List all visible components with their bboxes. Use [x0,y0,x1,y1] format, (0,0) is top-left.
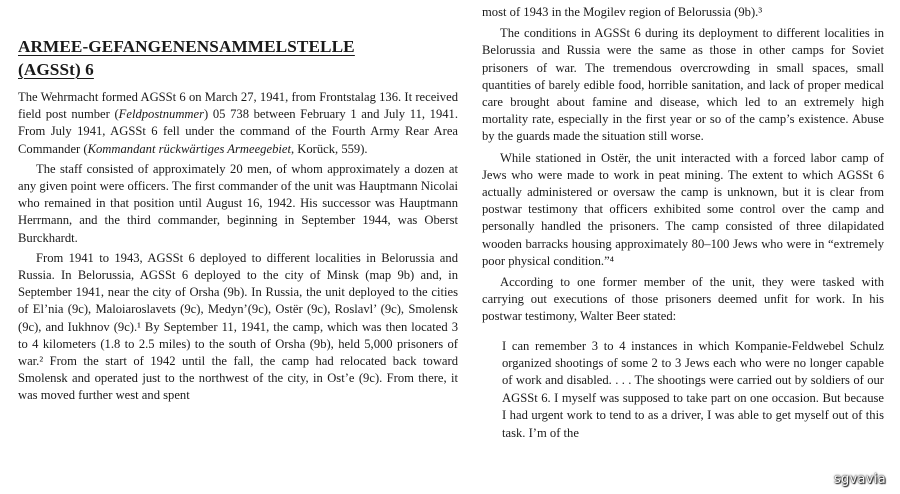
paragraph-staff: The staff consisted of approximately 20 men, of whom approximately a dozen at any given point were officers. The first commander of the unit was Hauptmann Nicolai who remained in that position until August 16, 1942. His successor was Hauptmann Herrmann, and the third commander, beginning in September 1944, was Oberst Burckhardt. [18,161,458,245]
title-line-1: ARMEE-GEFANGENENSAMMELSTELLE [18,37,355,56]
column-gutter [466,0,467,494]
paragraph-conditions: The conditions in AGSSt 6 during its deployment to different localities in Belorussia and Russia were the same as those in other camps for Soviet prisoners of war. The tremendous overcrowding in small spaces, small quantities of barely edible food, horrible sanitation, and lack of proper medical care brought about famine and disease, which led to an extremely high mortality rate, especially in the first year or so of the camp’s existence. Abuse by the guards made the situation still worse. [482,26,884,144]
testimony-quote: I can remember 3 to 4 instances in which Kompanie-Feldwebel Schulz organized shootings of some 2 to 3 Jews each who were no longer capable of work and disabled. . . . The shootings were carried out by soldiers of our AGSSt 6. I myself was supposed to take part on one occasion. But because I had urgent work to tend to as a driver, I was able to get myself out of this task. I’m of the [502,338,884,440]
title-line-2: (AGSSt) 6 [18,60,94,79]
paragraph-continued: most of 1943 in the Mogilev region of Belorussia (9b).³ [482,5,763,19]
left-column [18,0,458,405]
paragraph-deployment: From 1941 to 1943, AGSSt 6 deployed to different localities in Belorussia and Russia. In Belorussia, AGSSt 6 deployed to the city of Minsk (map 9b) and, in September 1941, near the city of Orsha (9b). In Russia, the unit deployed to the cities of El’nia (9c), Maloiaroslavets (9c), Medyn’(9c), Ostër (9c), Roslavl’ (9c), Smolensk (9c), and Iukhnov (9c).¹ By September 11, 1941, the camp, which was then located 3 to 4 kilometers (1.8 to 2.5 miles) to the south of Orsha (9b), held 5,000 prisoners of war.² From the start of 1942 until the fall, the camp had relocated back toward Smolensk and operated just to the northwest of the city, in Ost’e (9c). From there, it was moved further west and spent [18,250,458,403]
paragraph-executions: According to one former member of the unit, they were tasked with carrying out executions of those prisoners deemed unfit for work. In his postwar testimony, Walter Beer stated: [482,275,884,324]
paragraph-formation: The Wehrmacht formed AGSSt 6 on March 27, 1941, from Frontstalag 136. It received field post number (Feldpostnummer) 05 738 between February 1 and July 11, 1941. From July 1941, AGSSt 6 fell under the command of the Fourth Army Rear Area Commander (Kommandant rückwärtiges Armeegebiet, Korück, 559). [18,90,458,156]
paragraph-labor-camp: While stationed in Ostër, the unit interacted with a forced labor camp of Jews who were made to work in peat mining. The extent to which AGSSt 6 actually administered or oversaw the camp is unknown, but it is clear from postwar testimony that officers exhibited some control over the camp and personally handled the prisoners. The camp consisted of three dilapidated wooden barracks housing approximately 80–100 Jews who were in “extremely poor physical condition.”⁴ [482,150,884,268]
right-column [482,0,884,442]
watermark-text: sgvavia [833,472,886,487]
article-title [18,35,458,81]
